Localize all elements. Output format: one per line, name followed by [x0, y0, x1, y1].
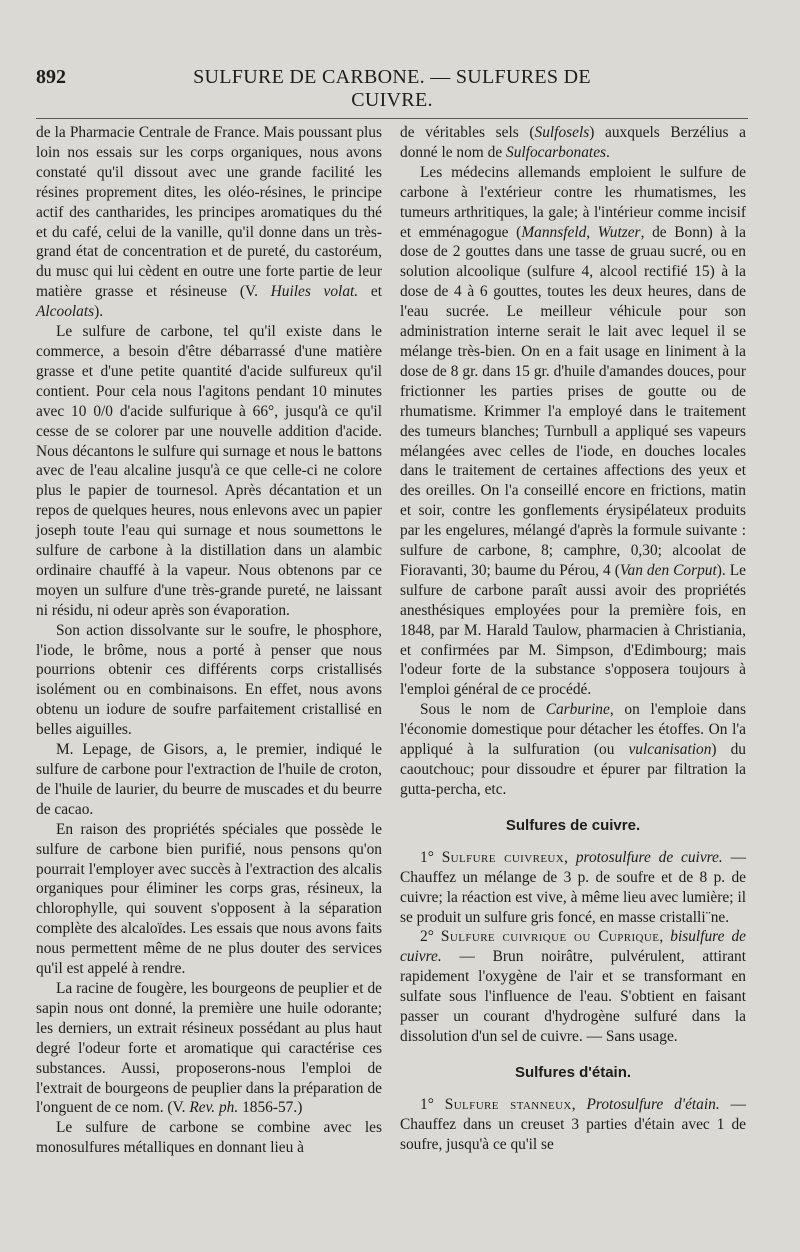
entry-number: 2°	[420, 928, 441, 946]
right-column	[400, 123, 746, 1158]
running-header	[36, 66, 748, 119]
text-run: et	[358, 283, 382, 301]
running-title: SULFURE DE CARBONE. — SULFURES DE CUIVRE.	[193, 66, 591, 111]
paragraph-dissolving-action: Son action dissolvante sur le soufre, le phosphore, l'iode, le brôme, nous a porté à penser que nous pourrions obtenir ces différents corps cristallisés isolément ou en combinaisons. En effet, nous avons obtenu un iodure de soufre parfaitement cristallisé en belles aiguilles.	[36, 621, 382, 739]
paragraph-resines	[36, 123, 382, 322]
text-run: , de Bonn) à la dose de 2 gouttes dans une tasse de gruau sucré, ou en solution alcoolique (sulfure 4, alcool rectifié 15) à la dose de 4 à 6 gouttes, toutes les deux heures, dans de l'eau sucrée. Le meilleur véhicule pour son administration interne serait le lait avec lequel il se mélange très-bien. On en a fait usage en liniment à la dose de 8 gr. dans 15 gr. d'huile d'amandes douces, pour frictionner les parties prises de goutte ou de rhumatisme. Krimmer l'a employé dans le traitement des tumeurs blanches; Turnbull a appliqué ses vapeurs mélangées avec celles de l'iode, en douches locales dans le traitement de certaines affections des yeux et des oreilles. On l'a conseillé encore en frictions, matin et soir, contre les gonflements érysipélateux produits par les engelures, mélangé d'après la formule suivante : sulfure de carbone, 8; camphre, 0,30; alcoolat de Fioravanti, 30; baume du Pérou, 4 (	[400, 223, 747, 579]
paragraph-medical-use	[400, 163, 746, 700]
text-run: ) auxquels Berzélius a donné le nom de	[400, 124, 746, 161]
paragraph-purification: Le sulfure de carbone, tel qu'il existe dans le commerce, a besoin d'être débarrassé d'une matière grasse et d'une petite quantité d'acide sulfureux qu'il contient. Pour cela nous l'agitons pendant 10 minutes avec 10 0/0 d'acide sulfurique à 66°, jusqu'à ce qu'il cesse de se colorer par une nouvelle addition d'acide. Nous décantons le sulfure qui surnage et nous le battons avec de l'eau alcaline jusqu'à ce que celle-ci ne colore plus le papier de tournesol. Après décantation et un repos de quelques heures, nous enlevons avec un papier joseph toute l'eau qui surnage et nous soumettons le sulfure de carbone à la distillation dans un alambic ordinaire chauffé à la vapeur. Nous obtenons par ce moyen un sulfure d'une très-grande pureté, ne laissant ni résidu, ni odeur après son évaporation.	[36, 323, 382, 619]
text-run: ). Le sulfure de carbone paraît aussi avoir des propriétés anesthésiques employées pour la première fois, en 1848, par M. Harald Taulow, pharmacien à Christiania, et confirmées par M. Simpson, d'Edimbourg; mais l'odeur forte de la substance s'opposera toujours à l'emploi général de ce procédé.	[400, 561, 746, 699]
italic-ref: Huiles volat.	[270, 283, 359, 301]
text-run: 1856-57.)	[238, 1099, 303, 1117]
paragraph-sulfosels	[400, 123, 746, 163]
page-number: 892	[36, 66, 66, 88]
paragraph-lepage: M. Lepage, de Gisors, a, le premier, indiqué le sulfure de carbone pour l'extraction de l'huile de croton, de l'huile de laurier, du beurre de muscades et du beurre de cacao.	[36, 741, 382, 818]
entry-number: 1°	[420, 1095, 445, 1113]
entry-name: Sulfure stanneux	[444, 1095, 572, 1113]
text-run: , on l'emploie dans l'économie domestique pour détacher les étoffes. On l'a appliqué à la sulfuration (ou	[400, 701, 746, 759]
italic-term: Carburine	[545, 701, 610, 719]
paragraph-fougere	[36, 979, 382, 1118]
entry-name: Sulfure cuivreux	[441, 848, 565, 866]
italic-term: Sulfosels	[534, 124, 590, 141]
text-run: La racine de fougère, les bourgeons de peuplier et de sapin nous ont donné, la première une huile odorante; les derniers, un extrait résineux possédant au plus haut degré l'odeur forte et aromatique qui caractérise ces substances. Aussi, proposerons-nous l'emploi de l'extrait de bourgeons de peuplier dans la préparation de l'onguent de ce nom. (V.	[36, 979, 382, 1117]
entry-name: Sulfure cuivrique ou Cuprique	[440, 928, 660, 946]
text-run: ,	[571, 1095, 587, 1113]
two-column-body	[36, 123, 748, 1158]
entry-text: — Chauffez dans un creuset 3 parties d'étain avec 1 de soufre, jusqu'à ce qu'il se	[400, 1095, 746, 1153]
italic-names: Mannsfeld, Wutzer	[521, 223, 641, 241]
entry-synonym: protosulfure de cuivre.	[575, 848, 723, 866]
text-run: Sous le nom de	[420, 701, 546, 719]
italic-term: vulcanisation	[628, 741, 712, 759]
text-run: .	[606, 143, 610, 161]
entry-text: — Brun noirâtre, pulvérulent, attirant rapidement l'oxygène de l'air et se transformant en sulfate sous l'influence de l'eau. S'obtient en faisant passer un courant d'hydrogène sulfuré dans la dissolution d'un sel de cuivre. — Sans usage.	[400, 948, 746, 1045]
entry-synonym: Protosulfure d'étain.	[586, 1095, 720, 1113]
entry-synonym: bisulfure de cuivre.	[400, 928, 746, 966]
text-run: de la Pharmacie Centrale de France. Mais poussant plus loin nos essais sur les corps organiques, nous avons constaté qu'il dissout avec une grande facilité les résines proprement dites, les oléo-résines, le principe actif des cantharides, les principes aromatiques du thé et du café, celui de la vanille, qu'il donne dans un très-grand état de concentration et de pureté, du castoréum, du musc qui lui cèdent en outre une forte partie de leur matière grasse et résineuse (V.	[36, 124, 382, 301]
left-column	[36, 123, 382, 1158]
italic-term: Sulfocarbonates	[506, 143, 607, 161]
entry-sulfure-cuivrique	[400, 927, 746, 1046]
text-run: ).	[94, 303, 104, 321]
entry-number: 1°	[420, 848, 442, 866]
section-heading-cuivre: Sulfures de cuivre.	[505, 816, 641, 834]
italic-ref: Alcoolats	[36, 303, 95, 321]
italic-names: Van den Corput	[619, 561, 717, 579]
paragraph-monosulfures: Le sulfure de carbone se combine avec les monosulfures métalliques en donnant lieu à	[36, 1119, 382, 1157]
text-run: ,	[659, 928, 671, 946]
italic-ref: Rev. ph.	[189, 1099, 239, 1117]
entry-text: — Chauffez un mélange de 3 p. de soufre et de 8 p. de cuivre; la réaction est vive, à même lieu avec lumière; il se produit un sulfure gris foncé, en masse cristalli¨ne.	[400, 848, 746, 926]
entry-sulfure-stanneux	[400, 1095, 746, 1155]
paragraph-alcaloides: En raison des propriétés spéciales que possède le sulfure de carbone bien purifié, nous pensons qu'on pourrait l'employer avec succès à l'extraction des alcalis organiques pour éliminer les corps gras, résineux, la chlorophylle, qui souvent s'opposent à la séparation complète des alcaloïdes. Les essais que nous avons faits nous permettent même de ne plus douter des services qu'il est appelé à rendre.	[36, 820, 382, 978]
section-heading-etain: Sulfures d'étain.	[514, 1063, 632, 1081]
text-run: Les médecins allemands emploient le sulfure de carbone à l'extérieur contre les rhumatismes, les tumeurs arthritiques, la gale; à l'intérieur comme incisif et emménagogue (	[400, 163, 746, 241]
text-run: ) du caoutchouc; pour dissoudre et épurer par filtration la gutta-percha, etc.	[400, 741, 746, 798]
paragraph-carburine	[400, 700, 746, 800]
text-run: de véritables sels (	[400, 124, 535, 141]
entry-sulfure-cuivreux	[400, 848, 746, 928]
text-run: ,	[564, 848, 576, 866]
